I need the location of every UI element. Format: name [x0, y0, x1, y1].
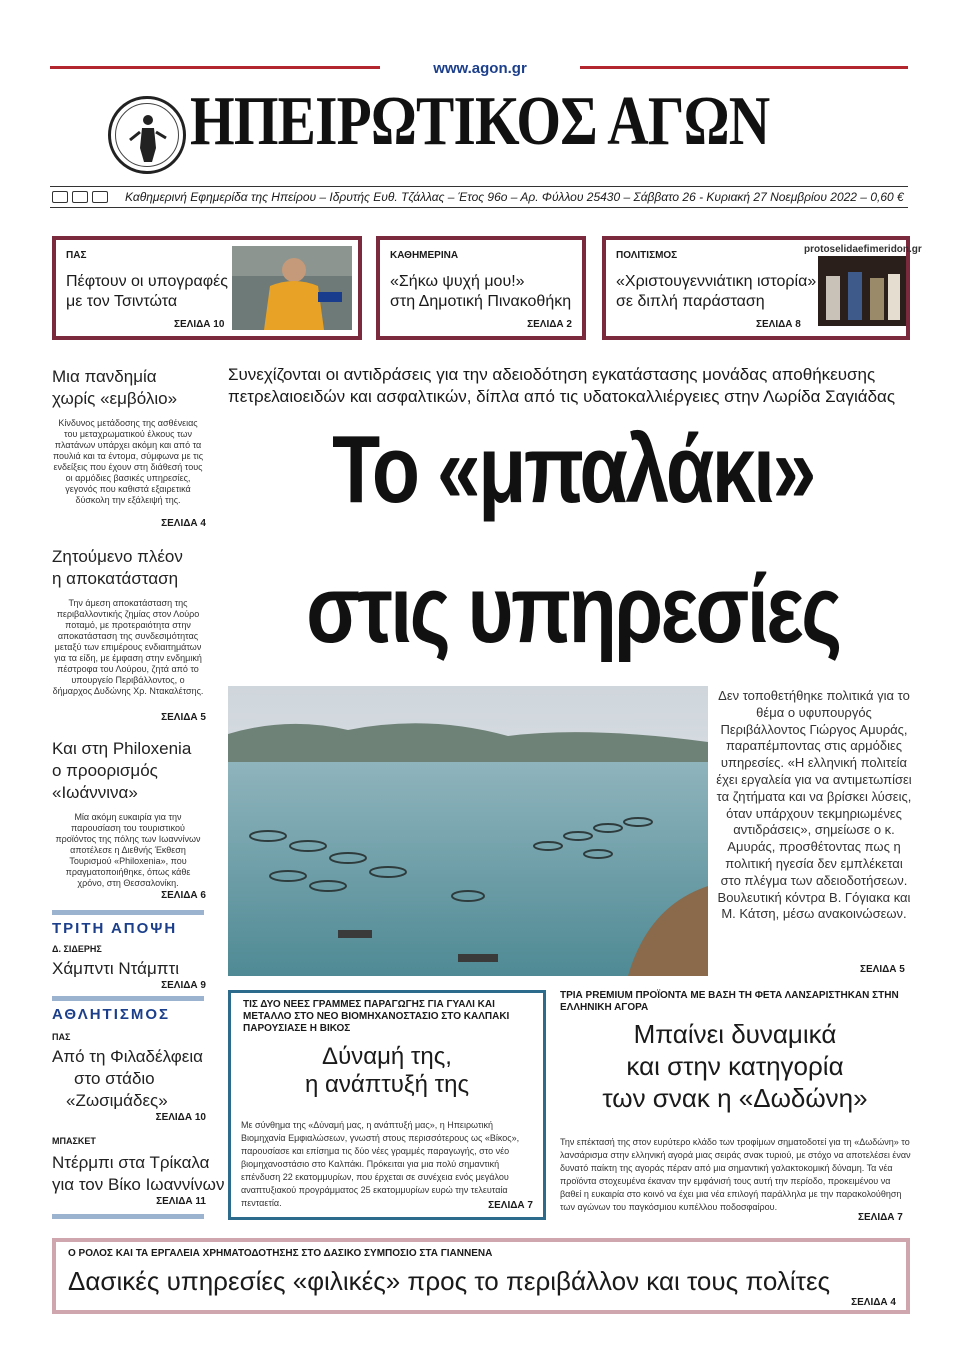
vikos-kicker: ΤΙΣ ΔΥΟ ΝΕΕΣ ΓΡΑΜΜΕΣ ΠΑΡΑΓΩΓΗΣ ΓΙΑ ΓΥΑΛΙ ΚΑΙ ΜΕΤΑΛΛΟ ΣΤΟ ΝΕΟ ΒΙΟΜΗΧΑΝΟΣΤΑΣΙΟ ΣΤΟ ΚΑΛΠΑΚΙ ΠΑΡΟΥΣΙΑΣΕ Η ΒΙΚΟΣ — [243, 999, 510, 1034]
dateline-text: Καθημερινή Εφημερίδα της Ηπείρου – Ιδρυτής Ευθ. Τζάλλας – Έτος 96ο – Αρ. Φύλλου 25430 – Σάββατο 26 - Κυριακή 27 Νοεμβρίου 2022 – 0,60 € — [125, 190, 904, 204]
lead-photo-fish-farms — [228, 686, 708, 976]
teaser-title-line: Πέφτουν οι υπογραφές — [66, 273, 228, 290]
sidebar-story-title-line: ο προορισμός — [52, 761, 158, 780]
sidebar-story-title-line: η αποκατάσταση — [52, 569, 179, 588]
teaser-title — [390, 272, 571, 312]
teaser-title-line: με τον Τσιντώτα — [66, 293, 178, 310]
lead-deck: Συνεχίζονται οι αντιδράσεις για την αδειοδότηση εγκατάστασης μονάδας αποθήκευσης πετρελαιοειδών και ασφαλτικών, δίπλα από τις υδατοκαλλιέργειες στην Λωρίδα Σαγιάδας — [228, 365, 896, 406]
teaser-page: ΣΕΛΙΔΑ 10 — [174, 319, 225, 330]
vikos-title — [231, 1043, 543, 1099]
teaser-box-pas[interactable] — [52, 236, 362, 340]
dodoni-title-line: και στην κατηγορία — [626, 1051, 844, 1081]
sidebar-story-title[interactable] — [52, 546, 183, 590]
sports-story-title-line: «Ζωσιμάδες» — [66, 1091, 168, 1110]
press-badge-icon — [72, 191, 88, 203]
vikos-title-line: Δύναμή της, — [322, 1043, 452, 1070]
figure-icon — [116, 104, 180, 168]
opinion-author: Δ. ΣΙΔΕΡΗΣ — [52, 944, 102, 954]
section-rule — [52, 996, 204, 1001]
teaser-box-daily[interactable] — [376, 236, 586, 340]
dodoni-title[interactable] — [556, 1018, 914, 1114]
dodoni-title-line: των σνακ η «Δωδώνη» — [602, 1083, 868, 1113]
sidebar-story-title-line: «Ιωάννινα» — [52, 783, 138, 802]
sports-kicker: ΜΠΑΣΚΕΤ — [52, 1136, 96, 1146]
forestry-kicker: Ο ΡΟΛΟΣ ΚΑΙ ΤΑ ΕΡΓΑΛΕΙΑ ΧΡΗΜΑΤΟΔΟΤΗΣΗΣ ΣΤΟ ΔΑΣΙΚΟ ΣΥΜΠΟΣΙΟ ΣΤΑ ΓΙΑΝΝΕΝΑ — [68, 1248, 493, 1259]
section-rule — [52, 1214, 204, 1219]
teaser-photo-theatre — [818, 256, 906, 326]
teaser-page: ΣΕΛΙΔΑ 2 — [527, 319, 572, 330]
sports-story-title[interactable] — [52, 1152, 224, 1196]
teaser-title-line: σε διπλή παράσταση — [616, 293, 765, 310]
sports-story-title-line: Από τη Φιλαδέλφεια — [52, 1047, 203, 1066]
vikos-title-line: η ανάπτυξή της — [304, 1071, 470, 1098]
sidebar-story-title-line: Και στη Philoxenia — [52, 739, 192, 758]
teaser-page: ΣΕΛΙΔΑ 8 — [756, 319, 801, 330]
sidebar-story-title[interactable] — [52, 738, 191, 804]
sports-kicker: ΠΑΣ — [52, 1032, 71, 1042]
sidebar-story-page: ΣΕΛΙΔΑ 6 — [161, 890, 206, 901]
teaser-kicker: ΚΑΘΗΜΕΡΙΝΑ — [390, 250, 459, 261]
watermark: protoselidaefimeridon.gr — [804, 244, 922, 255]
teaser-kicker: ΠΑΣ — [66, 250, 87, 261]
sidebar-story-body: Κίνδυνος μετάδοσης της ασθένειας του μεταχρωματικού έλκους των πλατάνων υπάρχει ακόμη και από τα πουλιά και τα έντομα, σύμφωνα με τις ενδείξεις που έχουν στη διάθεσή τους οι αρμόδιες βασικές υπηρεσίες, γεγονός που καθιστά εξαιρετικά δύσκολη την εξάλειψή της. — [52, 418, 204, 505]
teaser-title-line: «Χριστουγεννιάτικη ιστορία» — [616, 273, 817, 290]
press-badge-icon — [52, 191, 68, 203]
section-rule — [52, 910, 204, 915]
opinion-section-label: ΤΡΙΤΗ ΑΠΟΨΗ — [52, 920, 178, 937]
vikos-page: ΣΕΛΙΔΑ 7 — [488, 1200, 533, 1211]
sidebar-story-page: ΣΕΛΙΔΑ 4 — [161, 518, 206, 529]
sidebar-story-title-line: Ζητούμενο πλέον — [52, 547, 183, 566]
sidebar-story-title-line: Μια πανδημία — [52, 367, 157, 386]
forestry-story-box[interactable] — [52, 1238, 910, 1314]
site-url[interactable]: www.agon.gr — [380, 60, 580, 77]
sports-section-label: ΑΘΛΗΤΙΣΜΟΣ — [52, 1006, 171, 1023]
newspaper-logo-seal — [108, 96, 186, 174]
teaser-title-line: στη Δημοτική Πινακοθήκη — [390, 293, 572, 310]
sports-story-title-line: στο στάδιο — [74, 1069, 155, 1088]
vikos-story-box[interactable] — [228, 990, 546, 1220]
dodoni-page: ΣΕΛΙΔΑ 7 — [858, 1212, 903, 1223]
sidebar-story-body: Μία ακόμη ευκαιρία για την παρουσίαση του τουριστικού προϊόντος της πόλης των Ιωαννίνων αποτέλεσε η Διεθνής Έκθεση Τουρισμού «Philoxenia», που πραγματοποιήθηκε, όπως κάθε χρόνο, στη Θεσσαλονίκη. — [55, 812, 201, 888]
opinion-page: ΣΕΛΙΔΑ 9 — [161, 980, 206, 991]
lead-body: Δεν τοποθετήθηκε πολιτικά για το θέμα ο υφυπουργός Περιβάλλοντος Γιώργος Αμυράς, παραπέμποντας στις αρμόδιες υπηρεσίες. «Η ελληνική πολιτεία έχει εργαλεία για να αντιμετωπίσει τα ζητήματα και να βρίσκει λύσεις, όταν υπάρχουν τεκμηριωμένες αντιδράσεις», σημείωσε ο κ. Αμυράς, προσθέτοντας πως η πολιτική ηγεσία δεν εμπλέκεται στο πλέγμα των αδειοδοτήσεων. Βουλευτική κόντρα Β. Γόγιακα και Μ. Κάτση, μέσω ανακοινώσεων. — [716, 688, 912, 922]
dodoni-kicker: ΤΡΙΑ PREMIUM ΠΡΟΪΟΝΤΑ ΜΕ ΒΑΣΗ ΤΗ ΦΕΤΑ ΛΑΝΣΑΡΙΣΤΗΚΑΝ ΣΤΗΝ ΕΛΛΗΝΙΚΗ ΑΓΟΡΑ — [560, 990, 899, 1013]
dodoni-title-line: Μπαίνει δυναμικά — [633, 1019, 837, 1049]
teaser-title — [616, 272, 816, 312]
dateline-icons — [50, 191, 125, 203]
sports-story-page: ΣΕΛΙΔΑ 10 — [155, 1112, 206, 1123]
vikos-body: Με σύνθημα της «Δύναμή μας, η ανάπτυξή μας», η Ηπειρωτική Βιομηχανία Εμφιαλώσεων, γνωστή στους περισσότερους ως «Βίκος», παρουσίασε και επίσημα τις δύο νέες γραμμές παραγωγής, στο νέο βιομηχανοστάσιο στο Καλπάκι. Πρόκειται για μια πολύ σημαντική επένδυση 22 εκατομμυρίων, που έρχεται σε συνέχεια ενός μεγάλου αναπτυξιακού προγράμματος 25 εκατομμυρίων ευρώ την τελευταία πενταετία. — [241, 1120, 520, 1208]
forestry-title: Δασικές υπηρεσίες «φιλικές» προς το περιβάλλον και τους πολίτες — [68, 1266, 831, 1296]
teaser-title-line: «Σήκω ψυχή μου!» — [390, 273, 525, 290]
teaser-title — [66, 272, 228, 312]
dodoni-body: Την επέκτασή της στον ευρύτερο κλάδο των τροφίμων σηματοδοτεί για τη «Δωδώνη» το λανσάρισμα στην ελληνική αγορά μιας σειράς σνακ τυριού, με στόχο να αποτελέσει έναν δυνατό παίκτη της αγοράς πέραν από μια σημαντική γαλακτοκομική δύναμη. Τα νέα προϊόντα στοχευμένα έκαναν την εμφάνισή τους αυτή την περίοδο, προκειμένου να βαθεί η ευκαιρία στο κοινό να έχει μια νέα επιλογή παράλληλα με την παρακολούθηση των αγώνων του παγκόσμιου κυπέλλου ποδοσφαίρου. — [560, 1137, 911, 1212]
sports-story-title-line: Ντέρμπι στα Τρίκαλα — [52, 1153, 210, 1172]
lead-headline-line2[interactable]: στις υπηρεσίες — [306, 556, 840, 663]
sidebar-story-title-line: χωρίς «εμβόλιο» — [52, 389, 178, 408]
sidebar-story-body: Την άμεση αποκατάσταση της περιβαλλοντικής ζημίας στον Λούρο ποταμό, με προτεραιότητα στην αποκατάσταση της συνδεσιμότητας μεταξύ των επιμέρους ενδιαιτημάτων για τα είδη, με έμφαση στην ενδημική πέστροφα του Λούρου, ζητά από το υπουργείο Περιβάλλοντος, ο δήμαρχος Δυδώνης Χρ. Ντακαλέτσης. — [52, 598, 204, 696]
dateline-bar — [50, 186, 908, 208]
masthead-title: ΗΠΕΙΡΩΤΙΚΟΣ ΑΓΩΝ — [190, 83, 770, 160]
teaser-photo-footballer — [232, 246, 352, 330]
forestry-page: ΣΕΛΙΔΑ 4 — [851, 1297, 896, 1308]
sidebar-story-page: ΣΕΛΙΔΑ 5 — [161, 712, 206, 723]
opinion-title[interactable]: Χάμπντι Ντάμπτι — [52, 959, 180, 978]
sports-story-title-line: για τον Βίκο Ιωαννίνων — [52, 1175, 225, 1194]
press-badge-icon — [92, 191, 108, 203]
sports-story-page: ΣΕΛΙΔΑ 11 — [156, 1196, 206, 1207]
sidebar-story-title[interactable] — [52, 366, 177, 410]
sports-story-title[interactable] — [52, 1046, 203, 1112]
lead-headline-line1[interactable]: Το «μπαλάκι» — [332, 416, 814, 523]
lead-page: ΣΕΛΙΔΑ 5 — [860, 964, 905, 975]
teaser-kicker: ΠΟΛΙΤΙΣΜΟΣ — [616, 250, 678, 261]
